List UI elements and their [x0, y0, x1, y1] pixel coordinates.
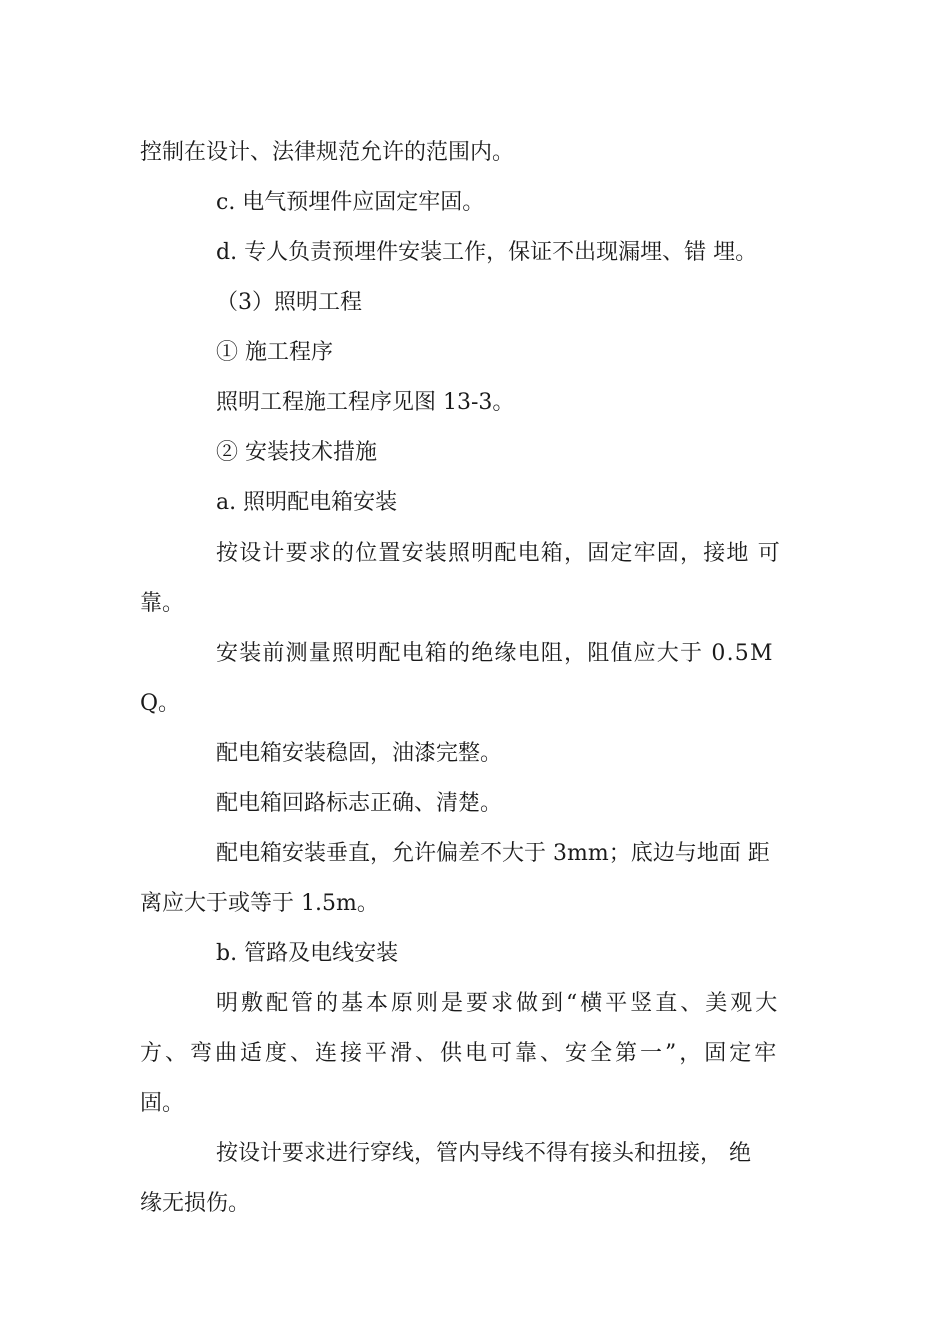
paragraph-line: 方、弯曲适度、连接平滑、供电可靠、安全第一”，固定牢 — [140, 1041, 780, 1066]
section-heading: （3）照明工程 — [216, 290, 362, 315]
subheading-2: ② 安装技术措施 — [216, 440, 377, 465]
item-a: a. 照明配电箱安装 — [216, 490, 398, 515]
paragraph-line: 固。 — [140, 1091, 185, 1116]
paragraph-line: 安装前测量照明配电箱的绝缘电阻，阻值应大于 0.5M — [216, 641, 774, 666]
paragraph-line: 明敷配管的基本原则是要求做到“横平竖直、美观大 — [216, 991, 781, 1016]
paragraph-line: 缘无损伤。 — [140, 1191, 251, 1216]
paragraph-line: 配电箱安装稳固，油漆完整。 — [216, 741, 503, 766]
text-line: 控制在设计、法律规范允许的范围内。 — [140, 140, 515, 165]
paragraph-line: 配电箱安装垂直，允许偏差不大于 3mm；底边与地面 距 — [216, 841, 770, 866]
subheading-1: ① 施工程序 — [216, 340, 333, 365]
item-c: c. 电气预埋件应固定牢固。 — [216, 190, 485, 215]
paragraph-line: 离应大于或等于 1.5m。 — [140, 891, 379, 916]
item-d: d. 专人负责预埋件安装工作，保证不出现漏埋、错 埋。 — [216, 240, 758, 265]
text-line: 照明工程施工程序见图 13-3。 — [216, 390, 515, 415]
paragraph-line: 按设计要求的位置安装照明配电箱，固定牢固，接地 可 — [216, 541, 781, 566]
paragraph-line: 靠。 — [140, 591, 185, 616]
item-b: b. 管路及电线安装 — [216, 941, 399, 966]
paragraph-line: Q。 — [140, 691, 181, 716]
paragraph-line: 按设计要求进行穿线，管内导线不得有接头和扭接， 绝 — [216, 1141, 751, 1166]
paragraph-line: 配电箱回路标志正确、清楚。 — [216, 791, 503, 816]
